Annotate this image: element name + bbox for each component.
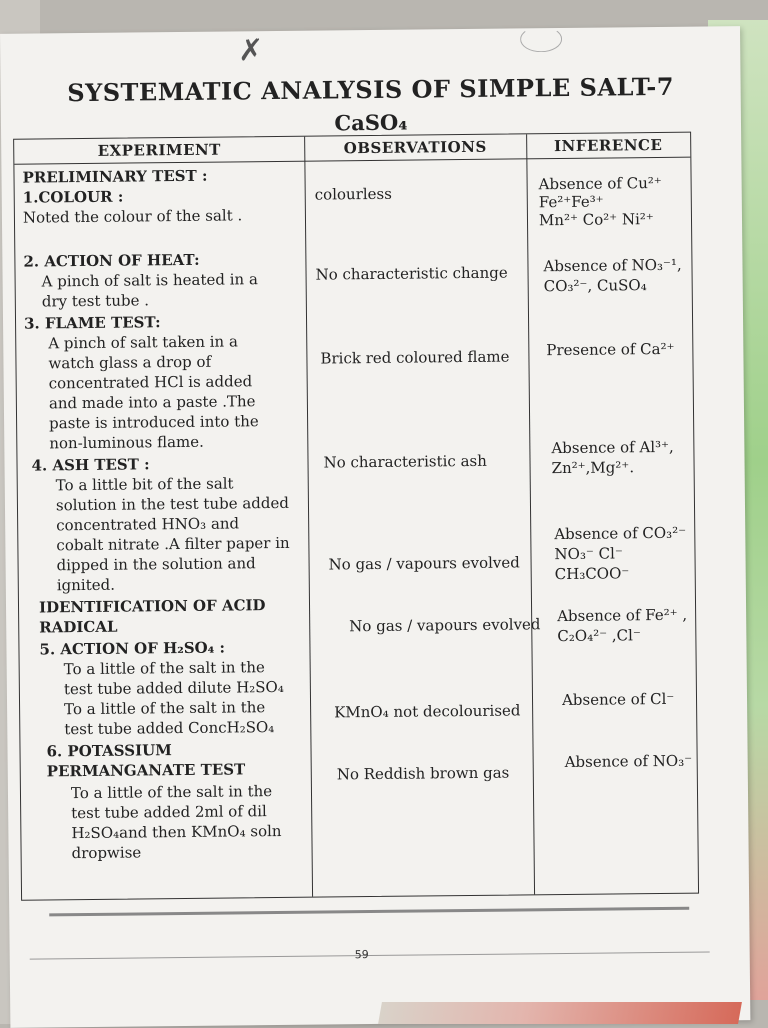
colour-text: Noted the colour of the salt . [22, 206, 243, 227]
inference-dil-h2so4: CH₃COO⁻ [554, 564, 630, 584]
h2so4-text-line: test tube added dilute H₂SO₄ [63, 677, 284, 699]
flame-text-line: A pinch of salt taken in a [48, 332, 238, 353]
header-inference: INFERENCE [553, 135, 663, 156]
ash-text-line: solution in the test tube added [55, 493, 290, 515]
ash-text-line: ignited. [56, 575, 116, 595]
kmno4-title: 6. POTASSIUM [46, 741, 172, 761]
inference-ash: Absence of Al³⁺, [551, 437, 674, 458]
flame-text-line: and made into a paste .The [48, 392, 256, 413]
photo-background-corner [378, 1002, 742, 1024]
observation-flame: Brick red coloured flame [320, 347, 510, 368]
acid-radical-title: RADICAL [39, 617, 118, 637]
heat-title: 2. ACTION OF HEAT: [23, 250, 200, 271]
heat-text-line: dry test tube . [41, 291, 150, 311]
inference-dil-h2so4: Absence of CO₃²⁻ [554, 523, 687, 544]
ash-text-line: To a little bit of the salt [55, 474, 234, 495]
ash-text-line: cobalt nitrate .A filter paper in [56, 533, 290, 555]
observation-heat: No characteristic change [315, 263, 508, 284]
inference-conc-h2so4: Absence of Fe²⁺ , [557, 605, 688, 626]
flame-title: 3. FLAME TEST: [23, 313, 161, 333]
page-subtitle: CaSO₄ [334, 109, 408, 136]
footer-rule [49, 907, 689, 917]
inference-colour: Absence of Cu²⁺ [538, 173, 662, 194]
observation-dil-h2so4: No gas / vapours evolved [328, 553, 520, 574]
section-preliminary: PRELIMINARY TEST : [22, 166, 208, 187]
flame-text-line: non-luminous flame. [49, 432, 204, 453]
footer-rule-thin [30, 951, 710, 959]
flame-text-line: paste is introduced into the [49, 412, 259, 433]
column-divider [304, 137, 313, 897]
ash-text-line: concentrated HNO₃ and [56, 514, 240, 535]
kmno4-title: PERMANGANATE TEST [46, 760, 246, 781]
heat-text-line: A pinch of salt is heated in a [41, 270, 258, 291]
page-number: 59 [354, 948, 369, 962]
kmno4-text-line: To a little of the salt in the [70, 782, 273, 803]
ash-title: 4. ASH TEST : [31, 455, 150, 475]
inference-last: Absence of NO₃⁻ [564, 751, 693, 772]
flame-text-line: concentrated HCl is added [48, 372, 253, 393]
header-experiment: EXPERIMENT [97, 140, 221, 160]
observation-colour: colourless [314, 184, 392, 204]
acid-radical-title: IDENTIFICATION OF ACID [38, 596, 266, 617]
header-observations: OBSERVATIONS [343, 137, 487, 158]
h2so4-text-line: To a little of the salt in the [64, 698, 266, 719]
inference-heat: CO₃²⁻, CuSO₄ [543, 276, 647, 296]
inference-colour: Mn²⁺ Co²⁺ Ni²⁺ [538, 210, 654, 230]
inference-heat: Absence of NO₃⁻¹, [543, 255, 682, 276]
document-page [0, 26, 750, 1028]
handwritten-x-mark: ✗ [238, 33, 264, 69]
colour-title: 1.COLOUR : [22, 187, 124, 207]
inference-colour: Fe²⁺Fe³⁺ [538, 192, 604, 212]
h2so4-text-line: test tube added ConcH₂SO₄ [64, 718, 275, 739]
h2so4-text-line: To a little of the salt in the [63, 658, 265, 679]
observation-conc-h2so4: No gas / vapours evolved [349, 615, 541, 636]
h2so4-title: 5. ACTION OF H₂SO₄ : [39, 638, 226, 659]
observation-ash: No characteristic ash [323, 451, 487, 472]
inference-flame: Presence of Ca²⁺ [546, 339, 675, 360]
inference-ash: Zn²⁺,Mg²⁺. [551, 458, 635, 478]
flame-text-line: watch glass a drop of [48, 352, 212, 373]
kmno4-text-line: test tube added 2ml of dil [71, 802, 267, 823]
ash-text-line: dipped in the solution and [56, 554, 256, 575]
observation-kmno4: KMnO₄ not decolourised [334, 701, 521, 722]
inference-conc-h2so4: C₂O₄²⁻ ,Cl⁻ [557, 626, 641, 646]
analysis-table [13, 132, 699, 901]
kmno4-text-line: dropwise [71, 843, 142, 863]
handwritten-circle-mark [520, 26, 562, 52]
observation-last: No Reddish brown gas [336, 763, 510, 784]
inference-kmno4: Absence of Cl⁻ [561, 689, 675, 710]
inference-dil-h2so4: NO₃⁻ Cl⁻ [554, 544, 623, 564]
column-divider [526, 134, 535, 894]
kmno4-text-line: H₂SO₄and then KMnO₄ soln [71, 821, 282, 843]
page-title: SYSTEMATIC ANALYSIS OF SIMPLE SALT-7 [67, 71, 675, 108]
